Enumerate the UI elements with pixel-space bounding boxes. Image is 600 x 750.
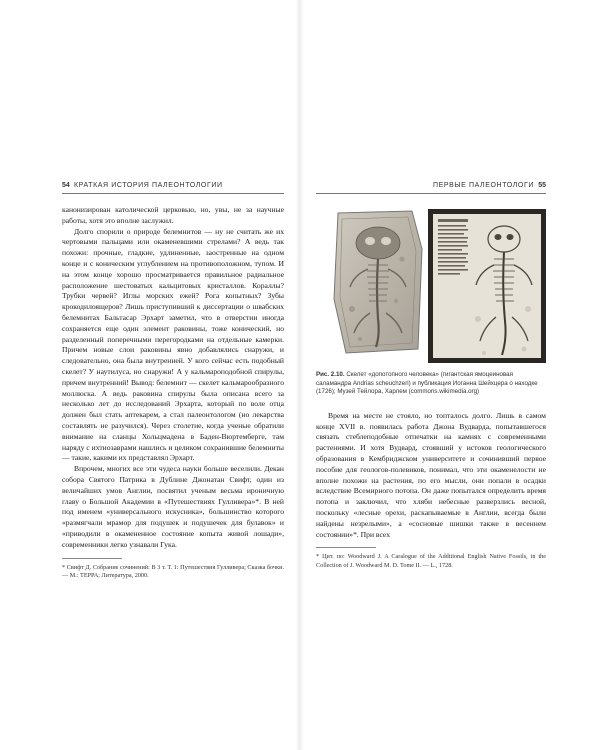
footnote-rule (62, 558, 122, 559)
right-body-text (316, 411, 546, 541)
footnote-rule (316, 547, 376, 548)
right-running-title: ПЕРВЫЕ ПАЛЕОНТОЛОГИ (432, 182, 534, 189)
left-body-text (62, 205, 284, 551)
fossil-slab-image (332, 209, 424, 355)
right-footnote: * Цит. по: Woodward J. A Caralogue of the Additional English Native Fossils, in the Collection of J. Woodward M. D. Tome II. — L., 1728. (316, 553, 546, 569)
left-page (62, 182, 284, 581)
right-running-head (316, 182, 546, 193)
figure-label: Рис. 2.10. (316, 371, 345, 378)
right-page (316, 182, 546, 571)
figure-caption-text: Скелет «допотопного человека» (гигантская ямоцеиновая саламандра Andrias scheuchzeri) и публикация Иоганна Шейхцера о находке (1726); Музей Тейлора, Харлем (commons.wikimedia.org) (316, 371, 538, 396)
figure-caption (316, 371, 546, 397)
left-footnote: * Свифт Д. Собрание сочинений: В 3 т. Т. 1: Путешествия Гулливера; Сказка бочки. — М.: ТЕРРА; Литература, 2000. (62, 563, 284, 580)
header-rule (316, 193, 546, 194)
left-running-title: КРАТКАЯ ИСТОРИЯ ПАЛЕОНТОЛОГИИ (74, 182, 223, 189)
left-page-number: 54 (62, 182, 70, 189)
scheuchzer-publication-image (428, 209, 546, 363)
paragraph: Долго спорили о природе белемнитов — ну не считать же их чертовыми пальцами или окаменевшими стрелами? А ведь так похожи: прочные, гладкие, удлиненные, заостренные на одном конце и с коническим углублением на противоположном, тупом. И на этом конце хорошо просматривается правильное радиальное расположение шестоватых кальцитовых кристаллов. Кораллы? Трубки червей? Иглы морских ежей? Рога копытных? Зубы крокодилоящеров? Лишь приступивший к диссертации о швабских белемнитах Бальтасар Эрхарт заметил, что в отверстии иногда сохраняется еще один элемент раковины, тоже конический, но разделенный поперечными перегородками на отдельные камерки. Причем новые слои раковины явно добавлялись снаружи, и следовательно, она была внутренней. У кого сейчас есть подобный скелет? У наутилуса, но снаружи! А у кальмароподобной спирулы, причем внутренний! Вывод: белемнит — скелет кальмарообразного моллюска. А ведь раковина спирулы была описана всего за несколько лет до исследований Эрхарта, который по воле отца должен был стать аптекарем, а стал палеонтологом (но лекарства составлять не разучился). Через столетие, когда ученые обратили внимание на сланцы Хольцмадена в Баден-Вюртемберге, там наряду с ихтиозаврами нашлись и целиком сохранившие белемниты — такие, какими их представлял Эрхарт. (62, 226, 284, 463)
paragraph: Время на месте не стояло, но топталось долго. Лишь в самом конце XVII в. появилась работа Джона Вудварда, попытавшегося связать стеблеподобные отпечатки на камнях с современными растениями. И хотя Вудвард, стоявший у истоков геологического образования в Кембриджском университете и сочинивший первое пособие для геологов-полевиков, понимал, что эти окаменелости не вполне похожи на растения, по его мысли, они попали в осадки вследствие Всемирного потопа. Он даже попытался определить время потопа и заключил, что хляби небесные разверзлись весной, поскольку «лесные орехи, раскапываемые в Англии, всегда были найдены незрелыми», а «сосновые шишки также в весеннем состоянии»*. При всех (316, 410, 546, 539)
paragraph: канонизирован католической церковью, но, увы, не за научные работы, хотя это вполне заслужил. (62, 205, 284, 225)
paragraph: Впрочем, многих все эти чудеса науки больше веселили. Декан собора Святого Патрика в Дублине Джонатан Свифт, один из величайших умов Англии, посвятил ученым весьма ироничную главу о Большой Академии в «Путешествиях Гулливера»*. В ней под именем «универсального искусника», большинство которого «размягчали мрамор для подушек и подушечек для булавок» и «приводили в окамененное состояние копыта живой лошади», современники легко узнавали Гука. (62, 464, 284, 549)
header-rule (62, 193, 284, 194)
book-gutter (296, 0, 304, 750)
figure-2-10 (316, 207, 546, 365)
left-running-head (62, 182, 284, 193)
right-page-number: 55 (538, 182, 546, 189)
